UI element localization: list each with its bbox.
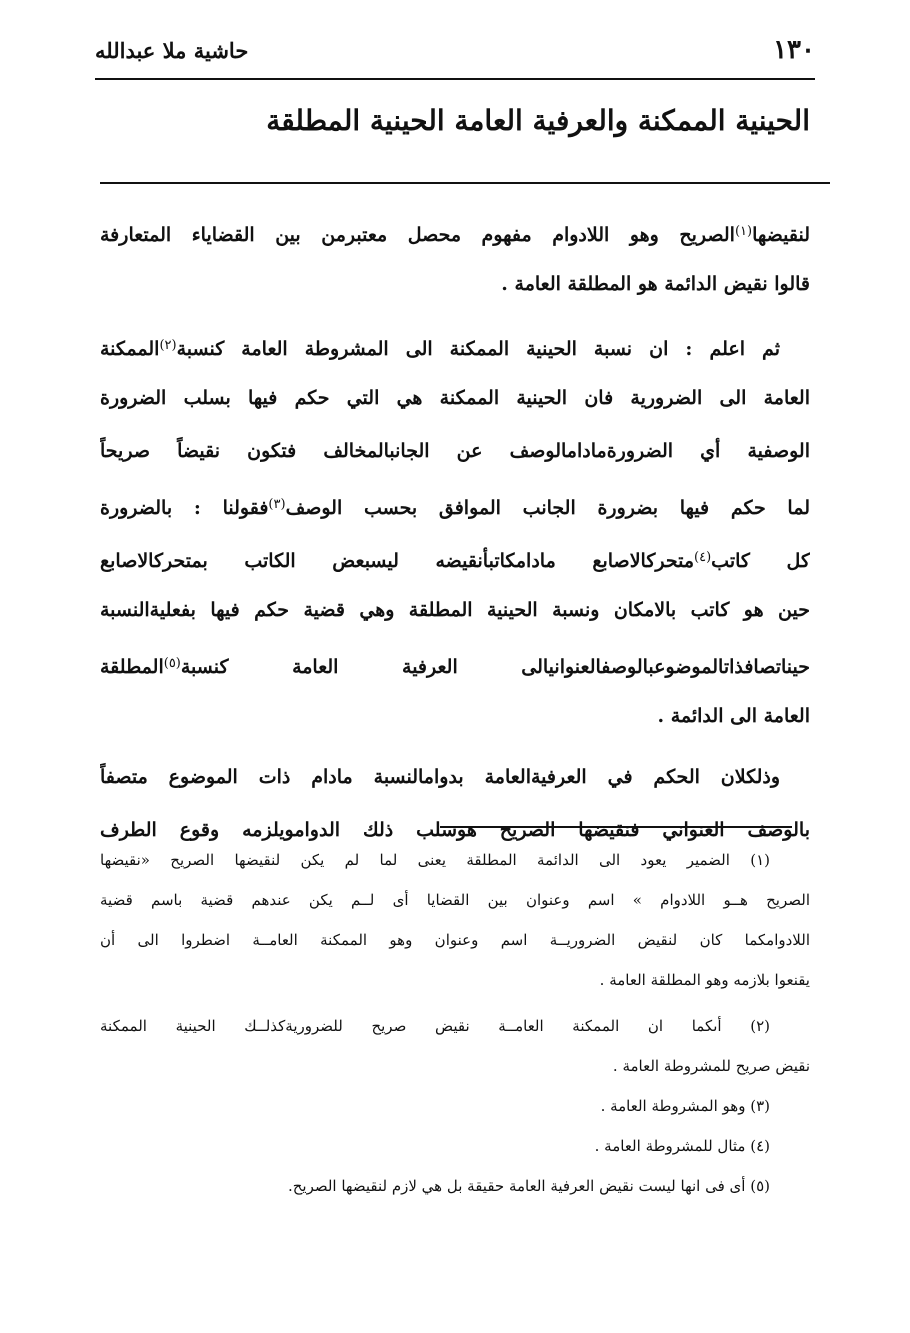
line-text: فقولنا : بالضرورة	[100, 497, 269, 519]
footnote-ref-4[interactable]: (٤)	[694, 550, 712, 565]
line-text: كل كاتب	[711, 550, 810, 572]
line-text: لنقيضها	[752, 224, 810, 246]
body-line: العامة الى الضرورية فان الحينية الممكنة هي التي حكم فيها بسلب الضرورة	[100, 387, 810, 409]
footnote-line: الصريح هــو اللادوام » اسم وعنوان بين القضايا أى لــم يكن عندهم قضية باسم قضية	[100, 891, 810, 909]
footnote-line: اللادوامكما كان لنقيض الضروريــة اسم وعنوان وهو الممكنة العامــة اضطروا الى أن	[100, 931, 810, 949]
section-title: الحينية الممكنة والعرفية العامة الحينية المطلقة	[266, 104, 810, 137]
paragraph-gap	[100, 743, 810, 751]
line-text: متحركالاصابع مادامكاتبأنقيضه ليسبعض الكاتب بمتحركالاصابع	[100, 550, 695, 572]
footnote-ref-1[interactable]: (١)	[734, 224, 753, 239]
body-line: الوصفية أي الضرورةمادامالوصف عن الجانبالمخالف فتكون نقيضاً صريحاً	[100, 440, 810, 462]
footnote-line: نقيض صريح للمشروطة العامة .	[612, 1057, 810, 1075]
body-text	[100, 205, 810, 857]
line-text: لما حكم فيها بضرورة الجانب الموافق بحسب الوصف	[285, 497, 810, 519]
line-text: ثم اعلم : ان نسبة الحينية الممكنة الى المشروطة العامة كنسبة	[176, 338, 780, 360]
footnote-line: (٥) أى فى انها ليست نقيض العرفية العامة حقيقة بل هي لازم لنقيضها الصريح.	[287, 1177, 770, 1195]
running-head	[95, 30, 815, 70]
line-text: الصريح وهو اللادوام مفهوم محصل معتبرمن بين القضاياء المتعارفة	[100, 224, 735, 246]
footnote-ref-2[interactable]: (٢)	[159, 338, 177, 353]
footnote-divider	[440, 826, 792, 828]
footnote-line: (٤) مثال للمشروطة العامة .	[594, 1137, 770, 1155]
line-text: حيناتصافذاتالموضوعبالوصفالعنوانيالى العرفية العامة كنسبة	[180, 656, 810, 678]
body-line	[100, 319, 810, 372]
body-line	[100, 478, 810, 531]
footnote-line: (٣) وهو المشروطة العامة .	[600, 1097, 770, 1115]
body-line: وذلكلان الحكم في العرفيةالعامة بدوامالنسبة مادام ذات الموضوع متصفاً	[100, 766, 780, 788]
book-title: حاشية ملا عبدالله	[95, 37, 249, 63]
footnotes	[100, 840, 810, 1206]
body-line	[100, 205, 810, 258]
line-text: المطلقة	[100, 656, 164, 678]
footnote-ref-5[interactable]: (٥)	[163, 656, 181, 671]
body-line: العامة الى الدائمة .	[657, 705, 810, 727]
line-text: الممكنة	[100, 338, 160, 360]
footnote-line: يقنعوا بلازمه وهو المطلقة العامة .	[599, 971, 810, 989]
body-line	[100, 531, 810, 584]
body-line: بالوصف العنواني فنقيضها الصريح هوسلب ذلك الدوامويلزمه وقوع الطرف	[100, 819, 810, 841]
page-number: ١٣٠	[773, 35, 815, 65]
body-line: قالوا نقيض الدائمة هو المطلقة العامة .	[501, 273, 810, 295]
title-divider	[100, 182, 830, 184]
header-divider	[95, 78, 815, 80]
footnote-line: (٢) أىكما ان الممكنة العامــة نقيض صريح للضروريةكذلــك الحينية الممكنة	[100, 1017, 770, 1035]
footnote-ref-3[interactable]: (٣)	[268, 497, 286, 512]
footnote-line: (١) الضمير يعود الى الدائمة المطلقة يعنى لما لم يكن لنقيضها الصريح «نقيضها	[100, 851, 770, 869]
body-line	[100, 637, 810, 690]
paragraph-gap	[100, 311, 810, 319]
body-line: حين هو كاتب بالامكان ونسبة الحينية المطلقة وهي قضية حكم فيها بفعليةالنسبة	[100, 599, 810, 621]
